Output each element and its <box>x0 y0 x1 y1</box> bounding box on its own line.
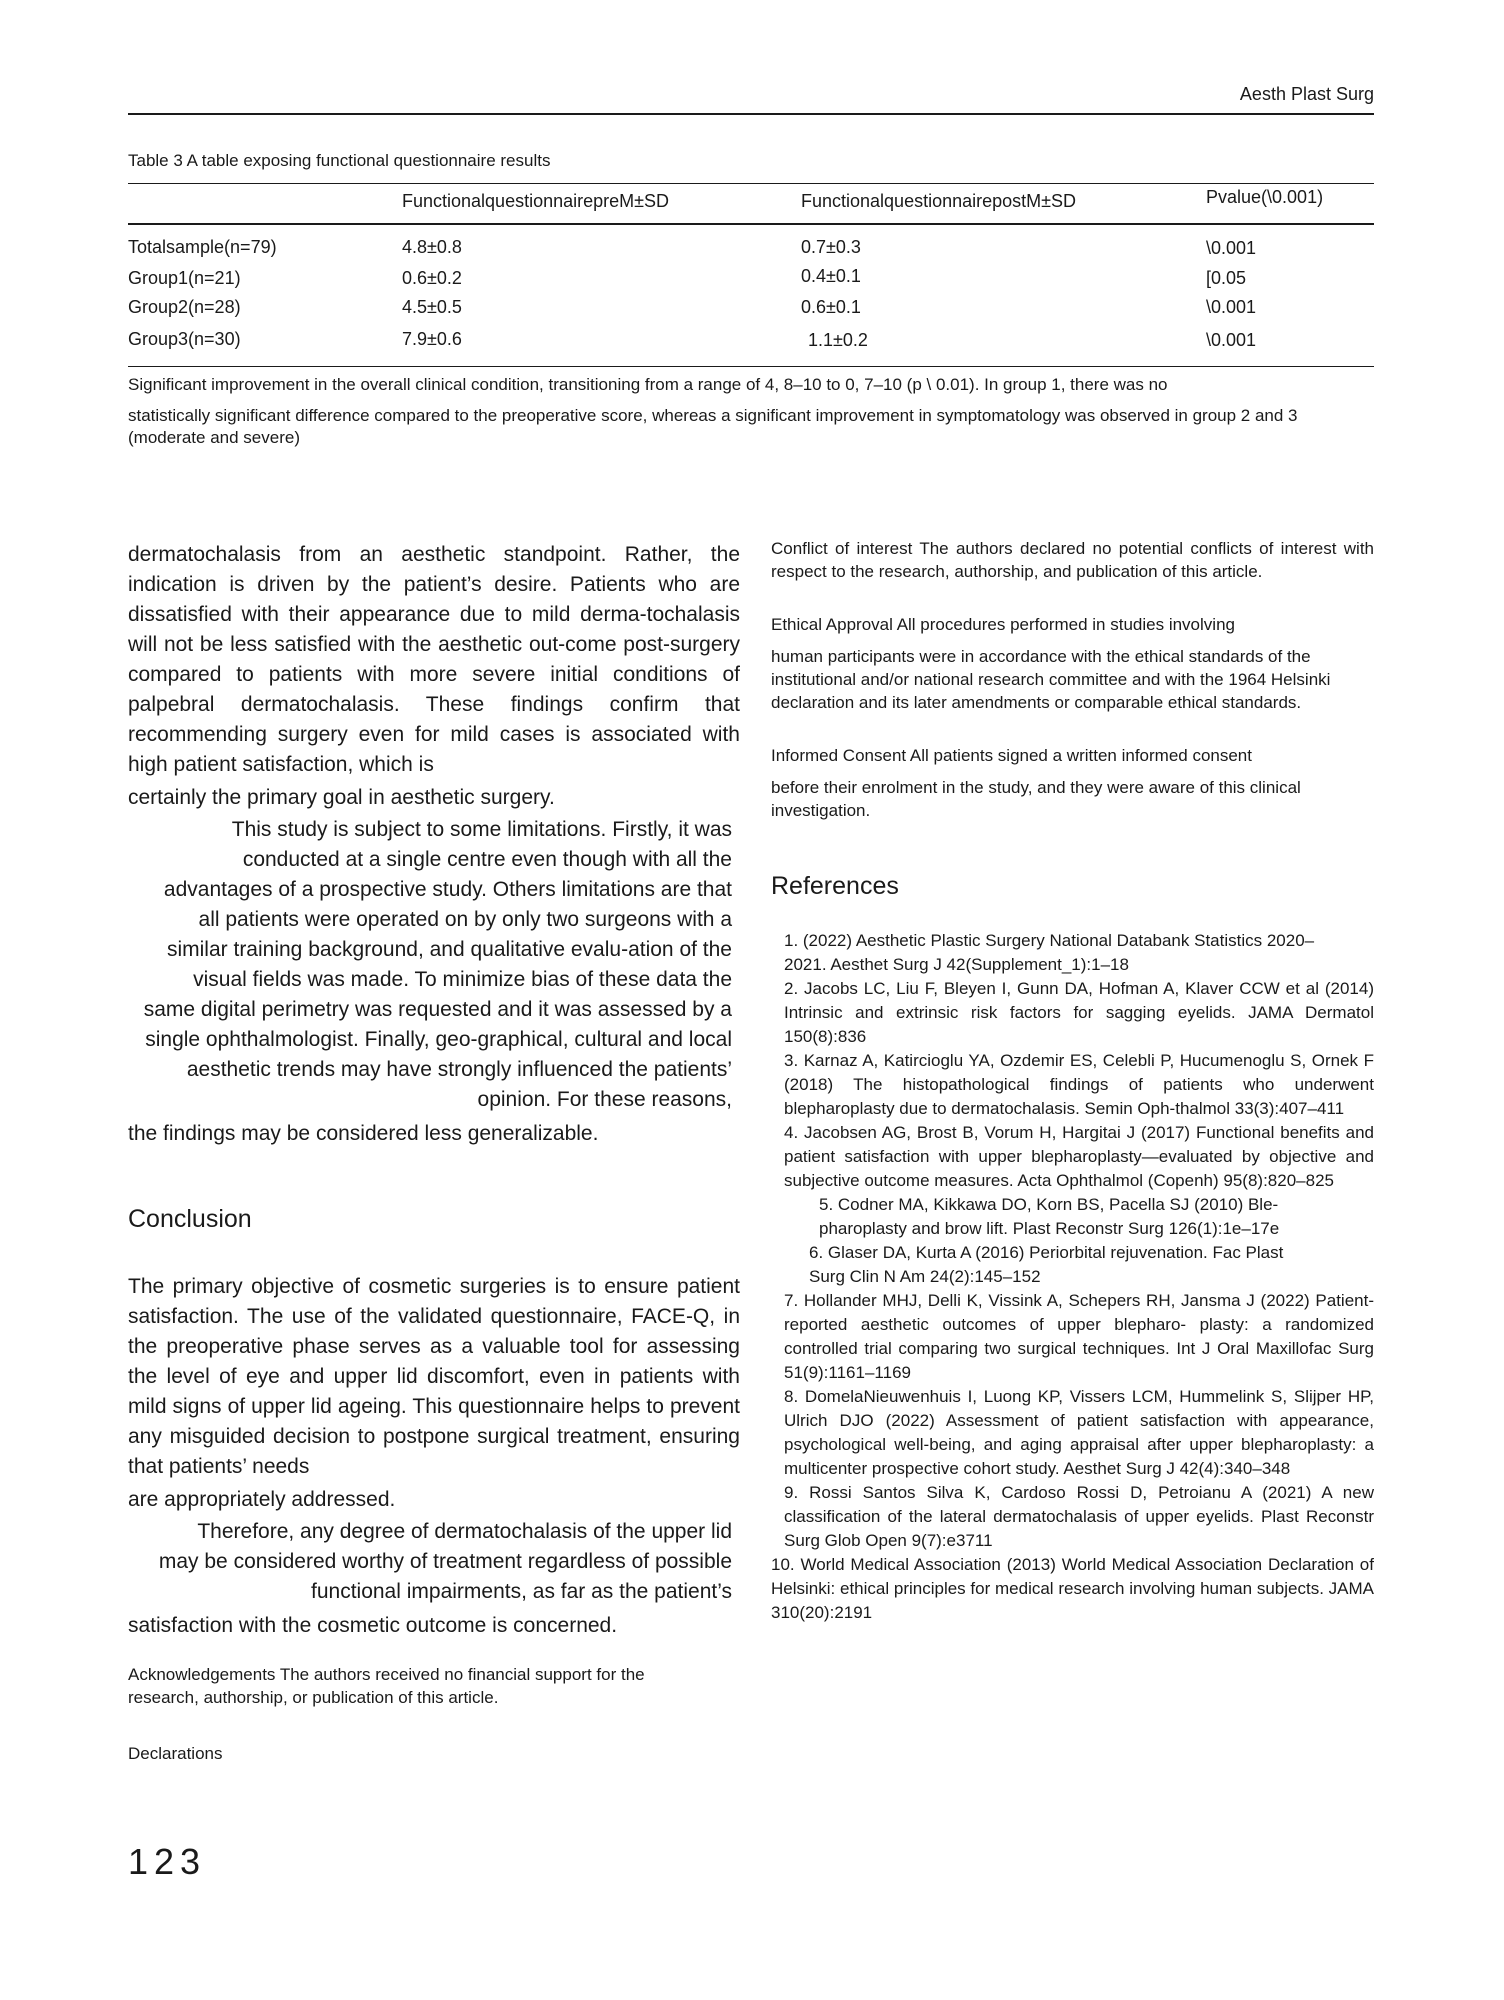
section-title-conclusion: Conclusion <box>128 1205 252 1233</box>
table-cell-pvalue: [0.05 <box>1206 268 1247 288</box>
table-cell-pre: 4.5±0.5 <box>402 297 462 317</box>
table-cell-post: 0.7±0.3 <box>801 237 861 257</box>
list-item: 6. Glaser DA, Kurta A (2016) Periorbital rejuvenation. Fac Plast Surg Clin N Am 24(2):145–152 <box>809 1243 1284 1286</box>
list-item: 2. Jacobs LC, Liu F, Bleyen I, Gunn DA, Hofman A, Klaver CCW et al (2014) Intrinsic and extrinsic risk factors for sagging eyelids. JAMA Dermatol 150(8):836 <box>784 979 1374 1046</box>
limitations-paragraph-end: the findings may be considered less generalizable. <box>128 1122 599 1145</box>
table-cell-pvalue: \0.001 <box>1206 238 1257 258</box>
list-item: 8. DomelaNieuwenhuis I, Luong KP, Vissers LCM, Hummelink S, Slijper HP, Ulrich DJO (2022) Assessment of patient satisfaction with appearance, psychological well-being, and aging appraisal after upper blepharoplasty: a multicenter prospective cohort study. Aesthet Surg J 42(4):340–348 <box>784 1387 1374 1478</box>
table-cell-pvalue: \0.001 <box>1206 297 1257 317</box>
conclusion-final-paragraph-end: satisfaction with the cosmetic outcome is concerned. <box>128 1614 618 1637</box>
table-cell-post: 0.4±0.1 <box>801 266 861 286</box>
table-cell-label: Group3(n=30) <box>128 329 241 349</box>
table-bottom-rule <box>128 366 1374 367</box>
header-rule <box>128 113 1374 115</box>
table-cell-pvalue: \0.001 <box>1206 330 1257 350</box>
list-item: 1. (2022) Aesthetic Plastic Surgery National Databank Statistics 2020–2021. Aesthet Surg J 42(Supplement_1):1–18 <box>784 931 1315 974</box>
conclusion-paragraph-end: are appropriately addressed. <box>128 1488 396 1511</box>
limitations-paragraph: This study is subject to some limitations. Firstly, it was conducted at a single centre even though with all the advantages of a prospective study. Others limitations are that all patients were operated on by only two surgeons with a similar training background, and qualitative evalu-ation of the visual fields was made. To minimize bias of these data the same digital perimetry was requested and it was assessed by a single ophthalmologist. Finally, geo-graphical, cultural and local aesthetic trends may have strongly influenced the patients’ opinion. For these reasons, <box>143 818 732 1111</box>
table-footnote <box>128 374 1374 449</box>
ethical-approval-cont: human participants were in accordance with the ethical standards of the institutional and/or national research committee and with the 1964 Helsinki declaration and its later amendments or comparable ethical standards. <box>771 647 1331 712</box>
table-cell-label: Group1(n=21) <box>128 268 241 288</box>
list-item: 4. Jacobsen AG, Brost B, Vorum H, Hargitai J (2017) Functional benefits and patient satisfaction with upper blepharoplasty—evaluated by objective and subjective outcome measures. Acta Ophthalmol (Copenh) 95(8):820–825 <box>784 1123 1374 1190</box>
table-caption: Table 3 A table exposing functional questionnaire results <box>128 151 551 170</box>
journal-name: Aesth Plast Surg <box>1239 84 1374 104</box>
table-cell-pre: 0.6±0.2 <box>402 268 462 288</box>
ethical-approval: Ethical Approval All procedures performed in studies involving <box>771 615 1235 634</box>
declarations-heading: Declarations <box>128 1744 223 1763</box>
list-item: 9. Rossi Santos Silva K, Cardoso Rossi D, Petroianu A (2021) A new classification of the lateral dermatochalasis of upper eyelids. Plast Reconstr Surg Glob Open 9(7):e3711 <box>784 1483 1374 1550</box>
discussion-paragraph-end: certainly the primary goal in aesthetic surgery. <box>128 786 555 809</box>
informed-consent: Informed Consent All patients signed a written informed consent <box>771 746 1252 765</box>
discussion-paragraph: dermatochalasis from an aesthetic standpoint. Rather, the indication is driven by the patient’s desire. Patients who are dissatisfied with their appearance due to mild derma-tochalasis will not be less satisfied with the aesthetic out-come post-surgery compared to patients with more severe initial conditions of palpebral dermatochalasis. These findings confirm that recommending surgery even for mild cases is associated with high patient satisfaction, which is <box>128 543 740 776</box>
informed-consent-cont: before their enrolment in the study, and they were aware of this clinical investigation. <box>771 778 1301 820</box>
section-title-references: References <box>771 872 899 900</box>
table-cell-label: Totalsample(n=79) <box>128 237 277 257</box>
table-header-pvalue: Pvalue(\0.001) <box>1206 187 1324 207</box>
footnote-line: Significant improvement in the overall clinical condition, transitioning from a range of 4, 8–10 to 0, 7–10 (p \ 0.01). In group 1, there was no <box>128 375 1168 394</box>
left-column <box>128 540 740 1765</box>
table-cell-post: 0.6±0.1 <box>801 297 861 317</box>
table-cell-pre: 7.9±0.6 <box>402 329 462 349</box>
list-item: 7. Hollander MHJ, Delli K, Vissink A, Schepers RH, Jansma J (2022) Patient-reported aesthetic outcomes of upper blepharo- plasty: a randomized controlled trial comparing two surgical techniques. Int J Oral Maxillofac Surg 51(9):1161–1169 <box>784 1291 1374 1382</box>
acknowledgements: Acknowledgements The authors received no financial support for the research, authorship, or publication of this article. <box>128 1665 645 1707</box>
table-header-post: FunctionalquestionnairepostM±SD <box>801 191 1077 211</box>
table-cell-post: 1.1±0.2 <box>808 330 868 350</box>
list-item: 10. World Medical Association (2013) World Medical Association Declaration of Helsinki: ethical principles for medical research involving human subjects. JAMA 310(20):2191 <box>771 1555 1374 1622</box>
table-cell-label: Group2(n=28) <box>128 297 241 317</box>
right-column <box>771 537 1374 1625</box>
table-top-rule <box>128 183 1374 184</box>
table-header-rule <box>128 223 1374 225</box>
list-item: 5. Codner MA, Kikkawa DO, Korn BS, Pacella SJ (2010) Ble-pharoplasty and brow lift. Plast Reconstr Surg 126(1):1e–17e <box>819 1195 1280 1238</box>
list-item: 3. Karnaz A, Katircioglu YA, Ozdemir ES, Celebli P, Hucumenoglu S, Ornek F (2018) The histopathological findings of patients who underwent blepharoplasty due to dermatochalasis. Semin Oph-thalmol 33(3):407–411 <box>784 1051 1374 1118</box>
conflict-of-interest: Conflict of interest The authors declared no potential conflicts of interest with respect to the research, authorship, and publication of this article. <box>771 539 1374 581</box>
table-cell-pre: 4.8±0.8 <box>402 237 462 257</box>
footnote-line: statistically significant difference compared to the preoperative score, whereas a significant improvement in symptomatology was observed in group 2 and 3 (moderate and severe) <box>128 406 1298 447</box>
page-number: 123 <box>128 1841 207 1882</box>
conclusion-final-paragraph: Therefore, any degree of dermatochalasis of the upper lid may be considered worthy of treatment regardless of possible functional impairments, as far as the patient’s <box>158 1520 732 1603</box>
table-header-pre: FunctionalquestionnairepreM±SD <box>402 191 670 211</box>
conclusion-paragraph: The primary objective of cosmetic surgeries is to ensure patient satisfaction. The use of the validated questionnaire, FACE-Q, in the preoperative phase serves as a valuable tool for assessing the level of eye and upper lid discomfort, even in patients with mild signs of upper lid ageing. This questionnaire helps to prevent any misguided decision to postpone surgical treatment, ensuring that patients’ needs <box>128 1275 740 1478</box>
reference-list <box>771 929 1374 1625</box>
